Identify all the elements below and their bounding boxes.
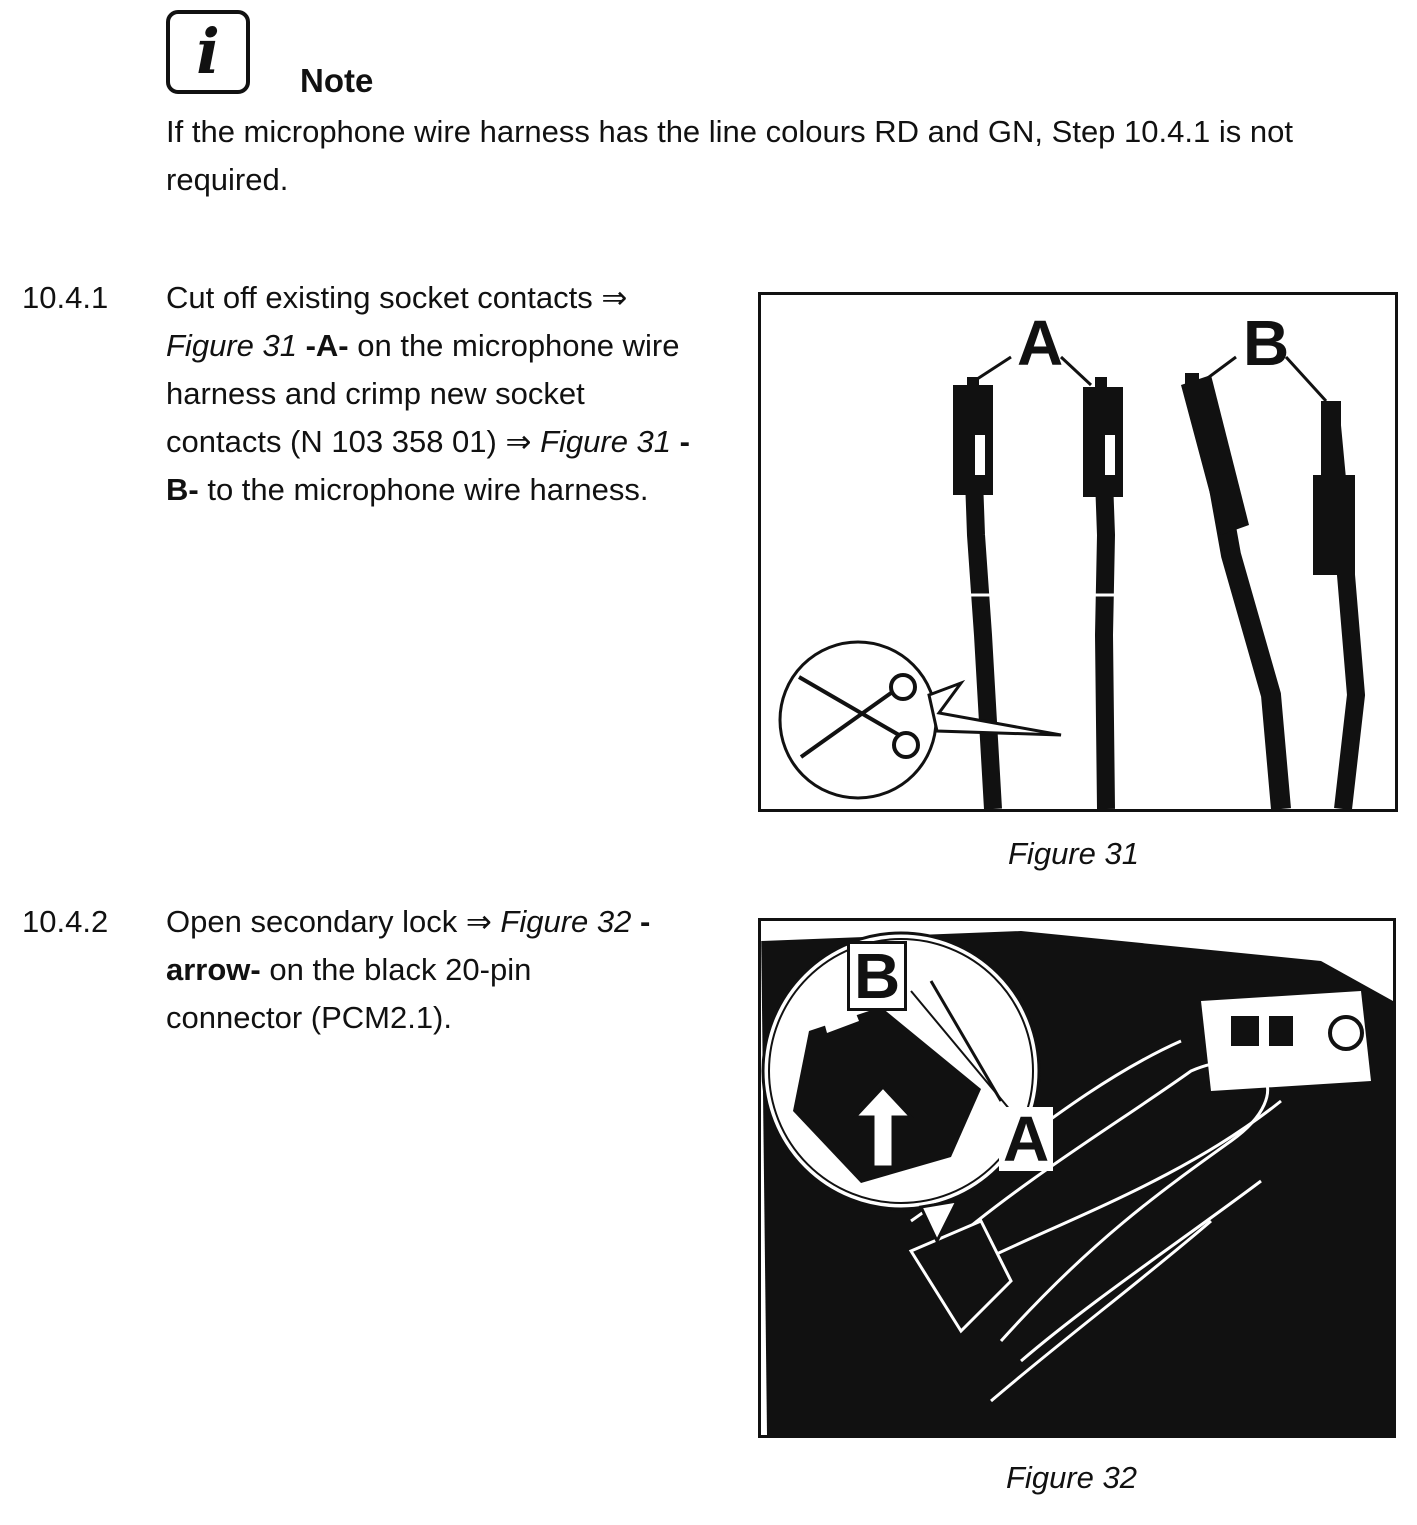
step-text-part: on the black 20-pin connector (PCM2.1). [166,952,532,1035]
step-number: 10.4.2 [22,904,109,939]
figure-31-caption: Figure 31 [1008,836,1139,871]
figure-32 [758,918,1396,1438]
info-icon: i [166,10,250,94]
step-text [166,898,656,1042]
figure-31-label-a: A [1017,307,1064,379]
note-title: Note [300,62,374,99]
note-text: If the microphone wire harness has the line colours RD and GN, Step 10.4.1 is not required. [166,114,1293,197]
step-number: 10.4.1 [22,280,109,315]
figure-31 [758,292,1398,812]
step-text-part: Cut off existing socket contacts ⇒ [166,280,628,315]
step-text [166,274,706,514]
figure-32-label-b: B [847,941,907,1011]
figure-32-label-a: A [999,1107,1053,1171]
callout-label: -arrow- [166,904,651,987]
step-text-part: Open secondary lock ⇒ [166,904,501,939]
callout-label: -A- [296,328,349,363]
callout-label: -B- [166,424,690,507]
figure-31-label-b: B [1243,307,1290,379]
figure-31-illustration [761,295,1395,809]
figure-reference: Figure 32 [500,904,632,939]
figure-reference: Figure 31 [540,424,672,459]
step-text-part: on the microphone wire harness and crimp new socket contacts (N 103 358 01) ⇒ [166,328,680,459]
figure-32-caption: Figure 32 [1006,1460,1137,1495]
step-text-part: to the microphone wire harness. [198,472,649,507]
figure-reference: Figure 31 [166,328,297,363]
